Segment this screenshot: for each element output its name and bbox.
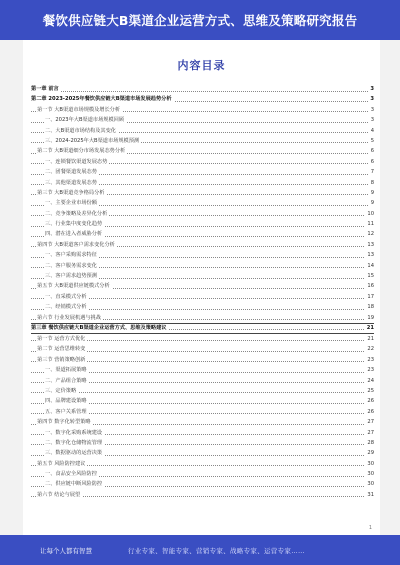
toc-entry-page: 11 — [365, 219, 374, 229]
page-number: 1 — [368, 525, 372, 531]
toc-entry-title: 第六节 行业发展机遇与挑战 — [37, 313, 103, 323]
toc-entry-page: 12 — [365, 229, 374, 239]
toc-entry-title: 二、数字化仓储物流管理 — [45, 438, 104, 448]
toc-entry-title: 第一节 运营方式优化 — [37, 334, 87, 344]
toc-subsection-row[interactable] — [31, 209, 374, 219]
toc-entry-page: 19 — [365, 313, 374, 323]
toc-entry-page: 16 — [365, 281, 374, 291]
toc-entry-title: 二、经销模式分析 — [45, 302, 89, 312]
toc-entry-title: 五、客户关系管理 — [45, 407, 89, 417]
toc-entry-title: 三、数据驱动的运营决策 — [45, 448, 104, 458]
toc-entry-title: 一、渠道拓展策略 — [45, 365, 89, 375]
toc-entry-page: 13 — [365, 240, 374, 250]
toc-entry-title: 二、客户服务需求变化 — [45, 261, 99, 271]
toc-entry-page: 22 — [365, 344, 374, 354]
toc-section-row[interactable] — [31, 146, 374, 156]
toc-entry-title: 四、品牌建设策略 — [45, 396, 89, 406]
report-title: 餐饮供应链大B渠道企业运营方式、思维及策略研究报告 — [42, 13, 358, 28]
toc-section-row[interactable] — [31, 459, 374, 469]
toc-entry-title: 二、产品组合策略 — [45, 376, 89, 386]
toc-entry-page: 7 — [369, 167, 374, 177]
footer-slogan: 让每个人都有智慧 — [40, 546, 92, 555]
toc-entry-title: 四、潜在进入者威胁分析 — [45, 229, 104, 239]
toc-chapter-row[interactable] — [31, 323, 374, 334]
toc-entry-title: 第一章 前言 — [31, 84, 61, 94]
toc-entry-title: 一、食品安全风险防控 — [45, 469, 99, 479]
toc-entry-page: 18 — [365, 302, 374, 312]
toc-entry-title: 第二节 大B渠道细分市场发展态势分析 — [37, 146, 127, 156]
toc-entry-page: 26 — [365, 407, 374, 417]
toc-entry-title: 二、大B渠道市场结构及其变化 — [45, 126, 118, 136]
toc-entry-page: 24 — [365, 376, 374, 386]
toc-subsection-row[interactable] — [31, 157, 374, 167]
toc-subsection-row[interactable] — [31, 261, 374, 271]
toc-entry-page: 3 — [369, 115, 374, 125]
toc-entry-title: 三、其他渠道发展态势 — [45, 178, 99, 188]
toc-subsection-row[interactable] — [31, 167, 374, 177]
toc-entry-title: 第五节 大B渠道供应链模式分析 — [37, 281, 112, 291]
toc-subsection-row[interactable] — [31, 428, 374, 438]
toc-entry-page: 27 — [365, 428, 374, 438]
toc-entry-page: 27 — [365, 417, 374, 427]
toc-entry-title: 一、数字化采购系统建设 — [45, 428, 104, 438]
toc-section-row[interactable] — [31, 188, 374, 198]
toc-entry-page: 30 — [365, 469, 374, 479]
toc-subsection-row[interactable] — [31, 469, 374, 479]
toc-subsection-row[interactable] — [31, 396, 374, 406]
document-page — [23, 40, 380, 535]
toc-entry-title: 第二节 运营思维转变 — [37, 344, 87, 354]
toc-entry-title: 第四节 大B渠道客户需求变化分析 — [37, 240, 117, 250]
toc-subsection-row[interactable] — [31, 198, 374, 208]
toc-entry-title: 一、连锁餐饮渠道发展态势 — [45, 157, 109, 167]
toc-entry-title: 一、主要企业市场份额 — [45, 198, 99, 208]
toc-entry-title: 一、直采模式分析 — [45, 292, 89, 302]
toc-entry-title: 三、2024-2025年大B渠道市场规模预测 — [45, 136, 141, 146]
toc-subsection-row[interactable] — [31, 479, 374, 489]
toc-entry-page: 25 — [365, 386, 374, 396]
toc-subsection-row[interactable] — [31, 229, 374, 239]
toc-entry-page: 15 — [365, 271, 374, 281]
toc-entry-page: 4 — [369, 126, 374, 136]
toc-section-row[interactable] — [31, 240, 374, 250]
toc-section-row[interactable] — [31, 313, 374, 323]
toc-subsection-row[interactable] — [31, 136, 374, 146]
toc-section-row[interactable] — [31, 344, 374, 354]
dot-leader — [31, 392, 374, 393]
toc-section-row[interactable] — [31, 334, 374, 344]
toc-subsection-row[interactable] — [31, 376, 374, 386]
toc-entry-page: 10 — [365, 209, 374, 219]
toc-section-row[interactable] — [31, 281, 374, 291]
table-of-contents — [31, 84, 374, 500]
toc-entry-page: 5 — [369, 136, 374, 146]
toc-entry-page: 30 — [365, 459, 374, 469]
toc-entry-page: 31 — [365, 490, 374, 500]
toc-subsection-row[interactable] — [31, 219, 374, 229]
toc-entry-title: 二、团餐渠道发展态势 — [45, 167, 99, 177]
toc-subsection-row[interactable] — [31, 178, 374, 188]
toc-entry-title: 第五节 风险防控建议 — [37, 459, 87, 469]
toc-entry-title: 第二章 2023-2025年餐饮供应链大B渠道市场发展趋势分析 — [31, 94, 174, 104]
toc-subsection-row[interactable] — [31, 271, 374, 281]
toc-subsection-row[interactable] — [31, 126, 374, 136]
toc-entry-page: 23 — [365, 355, 374, 365]
dot-leader — [31, 91, 374, 92]
footer-banner — [0, 535, 400, 565]
toc-entry-title: 一、2023年大B渠道市场规模回顾 — [45, 115, 126, 125]
toc-entry-title: 二、供应链中断风险防控 — [45, 479, 104, 489]
toc-entry-page: 8 — [369, 178, 374, 188]
toc-heading: 内容目录 — [177, 59, 226, 72]
toc-entry-title: 第六节 结论与展望 — [37, 490, 82, 500]
toc-entry-page: 29 — [365, 448, 374, 458]
toc-subsection-row[interactable] — [31, 292, 374, 302]
toc-entry-page: 3 — [369, 105, 374, 115]
toc-entry-page: 6 — [369, 146, 374, 156]
toc-entry-title: 第三章 餐饮供应链大B渠道企业运营方式、思维及策略建议 — [31, 324, 167, 331]
toc-entry-title: 第四节 数字化转型策略 — [37, 417, 93, 427]
toc-subsection-row[interactable] — [31, 448, 374, 458]
toc-chapter-row[interactable] — [31, 94, 374, 104]
toc-entry-page: 6 — [369, 157, 374, 167]
dot-leader — [31, 496, 374, 497]
toc-entry-page: 23 — [365, 365, 374, 375]
toc-section-row[interactable] — [31, 355, 374, 365]
toc-entry-page: 3 — [368, 94, 374, 104]
toc-entry-page: 28 — [365, 438, 374, 448]
toc-entry-title: 三、客户需求趋势预测 — [45, 271, 99, 281]
footer-tagline: 行业专家、智能专家、营销专家、战略专家、运营专家…… — [128, 546, 305, 555]
toc-entry-page: 17 — [365, 292, 374, 302]
toc-entry-page: 9 — [369, 188, 374, 198]
header-banner — [0, 0, 400, 40]
toc-entry-page: 9 — [369, 198, 374, 208]
toc-subsection-row[interactable] — [31, 386, 374, 396]
toc-subsection-row[interactable] — [31, 438, 374, 448]
toc-entry-page: 30 — [365, 479, 374, 489]
toc-entry-title: 第三节 营销策略创新 — [37, 355, 87, 365]
toc-entry-page: 13 — [365, 250, 374, 260]
toc-section-row[interactable] — [31, 105, 374, 115]
toc-entry-title: 一、客户采购需求特征 — [45, 250, 99, 260]
toc-subsection-row[interactable] — [31, 407, 374, 417]
toc-subsection-row[interactable] — [31, 302, 374, 312]
toc-entry-page: 21 — [365, 334, 374, 344]
toc-subsection-row[interactable] — [31, 365, 374, 375]
toc-entry-page: 14 — [365, 261, 374, 271]
toc-chapter-row[interactable] — [31, 84, 374, 94]
toc-section-row[interactable] — [31, 490, 374, 500]
toc-entry-title: 三、行业集中度变化趋势 — [45, 219, 104, 229]
toc-subsection-row[interactable] — [31, 115, 374, 125]
toc-section-row[interactable] — [31, 417, 374, 427]
toc-subsection-row[interactable] — [31, 250, 374, 260]
toc-entry-page: 21 — [366, 324, 374, 331]
toc-entry-title: 第一节 大B渠道市场规模及增长分析 — [37, 105, 122, 115]
toc-entry-title: 第三节 大B渠道竞争格局分析 — [37, 188, 106, 198]
toc-entry-title: 三、定价策略 — [45, 386, 78, 396]
toc-entry-page: 3 — [368, 84, 374, 94]
toc-entry-title: 二、竞争策略及差异化分析 — [45, 209, 109, 219]
toc-entry-page: 26 — [365, 396, 374, 406]
